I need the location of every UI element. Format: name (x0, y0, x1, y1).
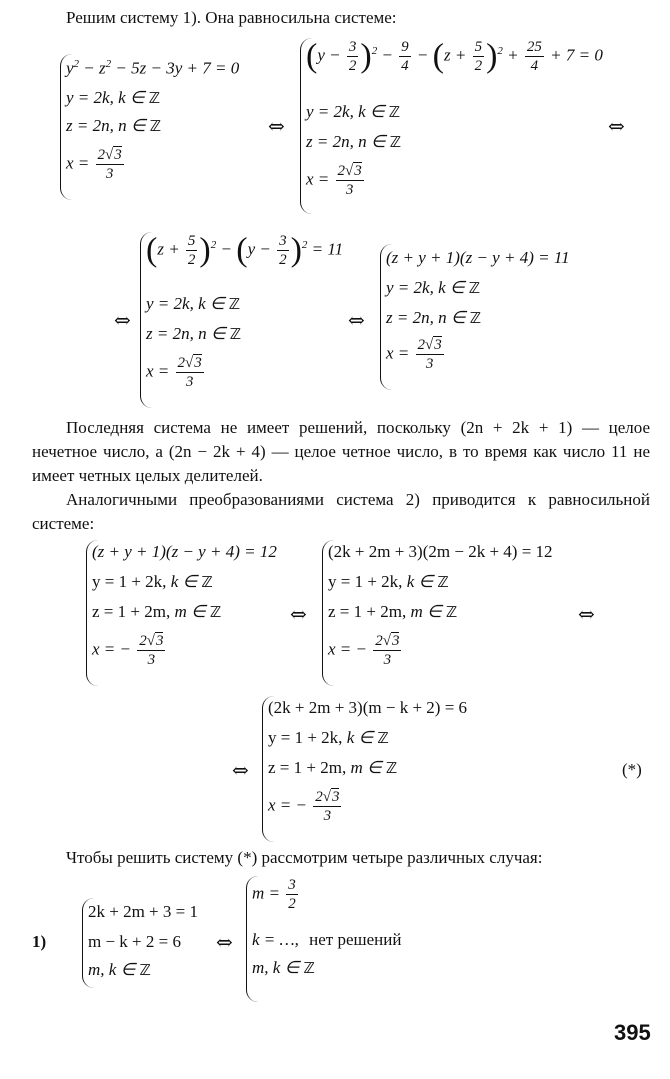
system-a: $y^2 - z^2 - 5z - 3y + 7 = 0$ y = 2k, k ∈ ℤ z = 2n, n ∈ ℤ x = $\frac{2√3}{3}$ (60, 54, 286, 200)
equiv-arrow: ⇔ (290, 602, 307, 626)
system-case-1-result: m = $\frac{3}{2}$ k = …, нет решений m, k ∈ ℤ (246, 876, 452, 1002)
system-case-1: 2k + 2m + 3 = 1 m − k + 2 = 6 m, k ∈ ℤ (82, 898, 216, 988)
equiv-arrow: ⇔ (608, 114, 625, 138)
equiv-arrow: ⇔ (268, 114, 285, 138)
paragraph-system-2: Аналогичными преобразованиями система 2) приводится к равносильной системе: (32, 490, 650, 533)
page-number: 395 (614, 1020, 651, 1045)
equiv-arrow: ⇔ (232, 758, 249, 782)
equiv-arrow: ⇔ (578, 602, 595, 626)
star-label: (*) (622, 760, 642, 779)
system-e: (z + y + 1)(z − y + 4) = 12 y = 1 + 2k, k ∈ ℤ z = 1 + 2m, m ∈ ℤ x = − $\frac{2√3}{3}$ (86, 540, 304, 686)
system-star: (2k + 2m + 3)(m − k + 2) = 6 y = 1 + 2k, k ∈ ℤ z = 1 + 2m, m ∈ ℤ x = − $\frac{2√3}{3}$ (262, 696, 498, 842)
equiv-arrow: ⇔ (216, 930, 233, 954)
case-label: 1) (32, 932, 47, 951)
no-solutions-text: нет решений (309, 930, 402, 949)
paragraph-four-cases: Чтобы решить систему (*) рассмотрим четыре различных случая: (66, 848, 543, 867)
system-b: (y − $\frac{3}{2}$ )$^2$ − $\frac{9}{4}$ − (z + $\frac{5}{2}$ )$^2$ + $\frac{25}{4}$ + 7 = 0 y = 2k, k ∈ ℤ z = 2n, n ∈ ℤ x = $\frac{2√3}{3}$ (300, 38, 626, 214)
intro-text: Решим систему 1). Она равносильна системе: (66, 8, 397, 27)
system-d: (z + y + 1)(z − y + 4) = 11 y = 2k, k ∈ ℤ z = 2n, n ∈ ℤ x = $\frac{2√3}{3}$ (380, 244, 598, 390)
system-c: (z + $\frac{5}{2}$ )$^2$ − (y − $\frac{3}{2}$ )$^2$ = 11 y = 2k, k ∈ ℤ z = 2n, n ∈ ℤ x = $\frac{2√3}{3}$ (140, 232, 358, 408)
equiv-arrow: ⇔ (114, 308, 131, 332)
system-f: (2k + 2m + 3)(2m − 2k + 4) = 12 y = 1 + 2k, k ∈ ℤ z = 1 + 2m, m ∈ ℤ x = − $\frac{2√3}{3}$ (322, 540, 578, 686)
equiv-arrow: ⇔ (348, 308, 365, 332)
paragraph-no-solutions: Последняя система не имеет решений, поскольку (2n + 2k + 1) — целое нечетное число, а (2n − 2k + 4) — целое четное число, в то время как число 11 не имеет четных целых делителей. (32, 418, 650, 485)
